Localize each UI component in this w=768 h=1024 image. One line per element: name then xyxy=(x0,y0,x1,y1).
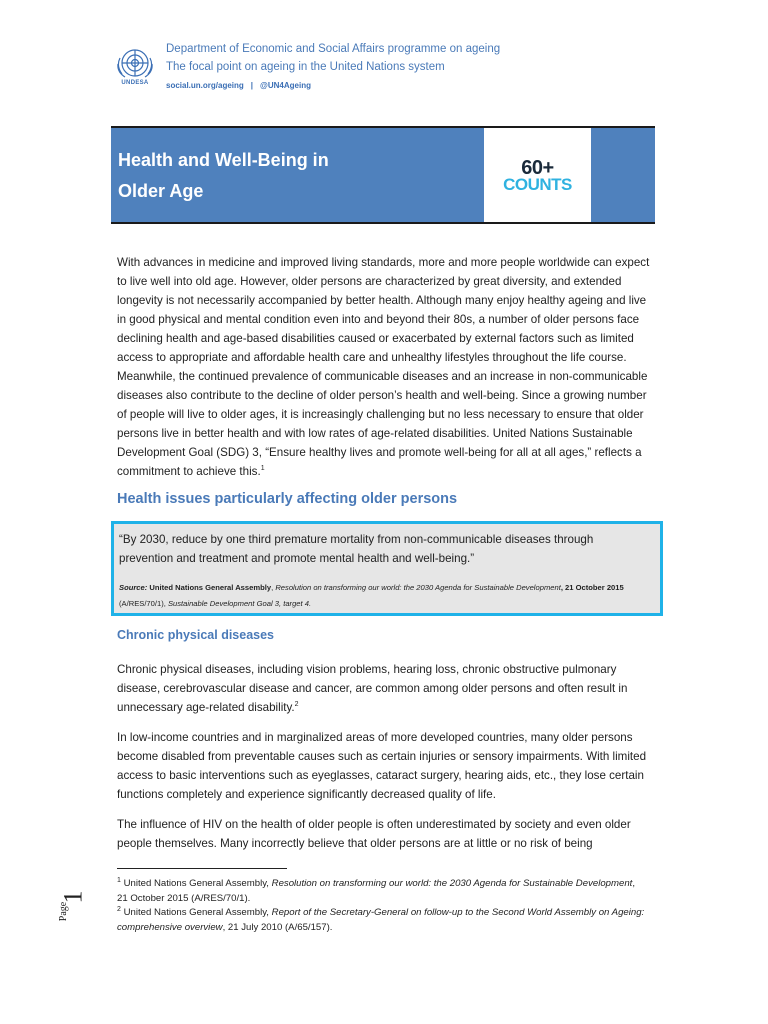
footnote-2-rest: , 21 July 2010 (A/65/157). xyxy=(222,922,333,933)
page-number-marker xyxy=(60,884,96,934)
source-goal: Sustainable Development Goal 3, target 4. xyxy=(167,599,312,608)
source-org: United Nations General Assembly xyxy=(149,583,272,592)
undesa-caption: UNDESA xyxy=(121,80,149,86)
intro-text: With advances in medicine and improved living standards, more and more people worldwide can expect to live well into old age. However, older persons are characterized by great diversity, and extended longevity is not necessarily accompanied by better health. Although many enjoy healthy ageing and live in good physical and mental condition even into and beyond their 80s, a number of older persons face declining health and age-based disabilities caused or exacerbated by external factors such as limited access to appropriate and affordable health care and unhealthy lifestyles throughout the life course. Meanwhile, the continued prevalence of communicable diseases and an increase in non-communicable diseases also contribute to the decline of older person’s health and well-being. Since a growing number of people will live to older ages, it is increasingly challenging but no less necessary to ensure that older persons live in better health and with low rates of age-related disabilities. United Nations Sustainable Development Goal (SDG) 3, “Ensure healthy lives and promote well-being for all at all ages,” reflects a commitment to achieve this. xyxy=(117,256,650,478)
footnote-2-number: 2 xyxy=(117,905,121,913)
twitter-link[interactable]: @UN4Ageing xyxy=(260,81,311,90)
source-title: Resolution on transforming our world: the 2030 Agenda for Sustainable Development xyxy=(275,583,561,592)
logo-counts: COUNTS xyxy=(503,175,572,194)
website-link[interactable]: social.un.org/ageing xyxy=(166,81,244,90)
p1-text: Chronic physical diseases, including vision problems, hearing loss, chronic obstructive pulmonary disease, cerebrovascular disease and cancer, are common among older persons and often result in unnecessary age-related disability. xyxy=(117,663,628,714)
title-line-2: Older Age xyxy=(118,181,204,201)
source-date: , 21 October 2015 xyxy=(560,583,624,592)
source-ref: (A/RES/70/1), xyxy=(119,599,168,608)
title-line-1: Health and Well-Being in xyxy=(118,150,329,170)
sdg-quote-text: “By 2030, reduce by one third premature mortality from non-communicable diseases through prevention and treatment and promote mental health and well-being.” xyxy=(119,533,594,565)
footnote-2 xyxy=(117,905,647,935)
footnote-2-org: United Nations General Assembly, xyxy=(120,907,272,918)
footnote-1-number: 1 xyxy=(117,876,121,884)
document-title xyxy=(118,145,448,207)
intro-paragraph xyxy=(117,253,650,481)
footnote-ref-2[interactable]: 2 xyxy=(294,701,299,709)
source-separator: , xyxy=(271,583,276,592)
quote-source xyxy=(119,580,649,612)
chronic-diseases-paragraph xyxy=(117,660,650,717)
footnote-1-rest: , 21 October 2015 (A/RES/70/1). xyxy=(117,878,636,904)
header-links xyxy=(166,81,311,90)
page-label: Page xyxy=(58,901,70,922)
low-income-paragraph: In low-income countries and in marginalized areas of more developed countries, many older persons become disabled from preventable causes such as certain injuries or sensory impairments. With limited access to basic interventions such as eyeglasses, cataract surgery, hearing aids, etc., they lose certain functions completely and experience significantly decreased quality of life. xyxy=(117,731,647,801)
footnote-ref-1[interactable]: 1 xyxy=(260,465,265,473)
header-focal-point: The focal point on ageing in the United Nations system xyxy=(166,61,445,73)
link-separator: | xyxy=(250,81,254,90)
source-label: Source: xyxy=(119,583,148,592)
header-department: Department of Economic and Social Affairs programme on ageing xyxy=(166,43,501,55)
footnote-1-title: Resolution on transforming our world: the 2030 Agenda for Sustainable Development xyxy=(271,878,633,889)
section-heading-health-issues: Health issues particularly affecting older persons xyxy=(117,491,458,507)
logo-60-plus: 60+ xyxy=(521,157,554,179)
page-number: 1 xyxy=(58,890,88,904)
footnote-divider xyxy=(117,868,287,869)
60-plus-counts-logo xyxy=(484,128,591,222)
footnote-2-title: Report of the Secretary-General on follow-up to the Second World Assembly on Ageing: comprehensive overview xyxy=(117,907,645,933)
section-heading-chronic-diseases: Chronic physical diseases xyxy=(117,628,275,642)
footnote-1 xyxy=(117,876,647,906)
footnote-1-org: United Nations General Assembly, xyxy=(120,878,272,889)
hiv-paragraph: The influence of HIV on the health of older people is often underestimated by society and even older people themselves. Many incorrectly believe that older persons are at little or no risk of being xyxy=(117,818,631,850)
